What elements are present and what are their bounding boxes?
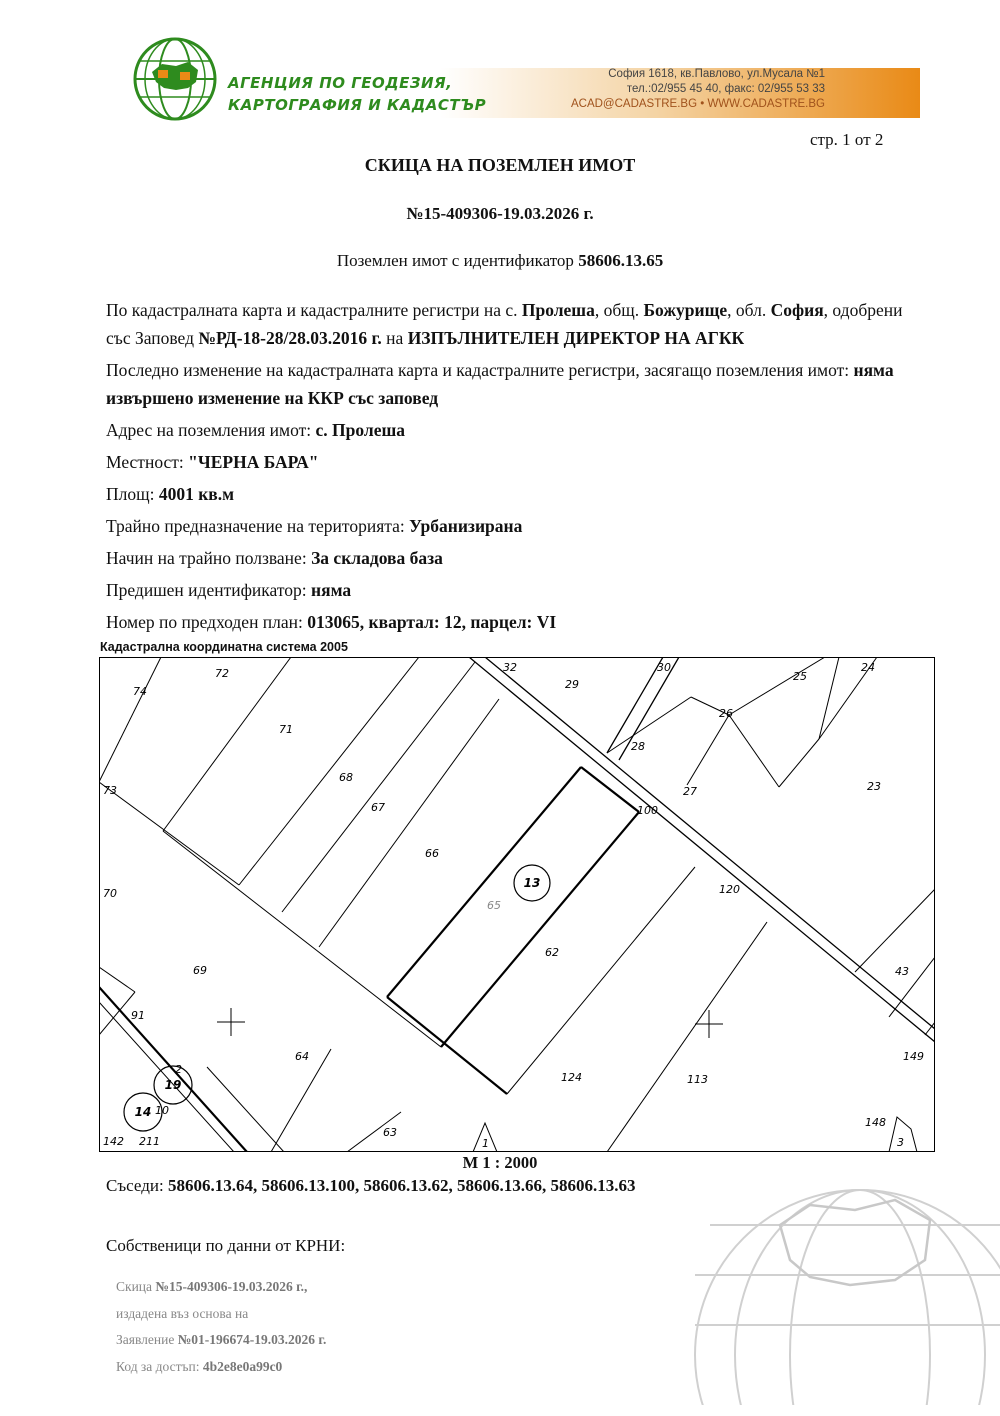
- quarter-label: , квартал:: [359, 612, 440, 632]
- footer-line-4: [116, 1354, 326, 1381]
- footer-access-code-label: Код за достъп:: [116, 1358, 200, 1374]
- text-p1-b: , общ.: [594, 300, 640, 320]
- map-label: 28: [631, 740, 645, 753]
- sketch-number: №15-409306-19.03.2026 г.: [406, 204, 594, 223]
- map-label: 24: [861, 661, 875, 674]
- owners-label: Собственици по данни от КРНИ:: [106, 1236, 346, 1255]
- map-label: 23: [867, 780, 881, 793]
- purpose-label: Трайно предназначение на територията:: [106, 516, 405, 536]
- map-label: 70: [103, 887, 117, 900]
- map-label: 91: [131, 1009, 145, 1022]
- neighbours-label: Съседи:: [106, 1176, 164, 1195]
- prev-id-value: няма: [311, 580, 352, 600]
- block-label: 13: [523, 876, 541, 890]
- prev-plan-label: Номер по предходен план:: [106, 612, 303, 632]
- locality-row: [106, 448, 921, 476]
- map-label: 68: [339, 771, 353, 784]
- identifier-label: Поземлен имот с идентификатор: [336, 251, 574, 270]
- quarter-value: 12: [444, 612, 462, 632]
- text-p1-a: По кадастралната карта и кадастралните регистри на с.: [106, 300, 518, 320]
- map-label: 27: [683, 785, 697, 798]
- prev-id-label: Предишен идентификатор:: [106, 580, 307, 600]
- text-p1-e: на: [386, 328, 404, 348]
- footer-application-label: Заявление: [116, 1332, 175, 1347]
- map-label: 149: [903, 1050, 924, 1063]
- map-label: 73: [103, 784, 117, 797]
- map-label: 113: [687, 1073, 708, 1086]
- agency-phone: тел.:02/955 45 40, факс: 02/955 53 33: [626, 83, 825, 95]
- footer-line-2: издадена въз основа на: [116, 1305, 249, 1321]
- agency-address: София 1618, кв.Павлово, ул.Мусала №1: [608, 68, 825, 80]
- document-footer: [116, 1274, 326, 1380]
- globe-watermark-icon: [690, 1165, 1000, 1405]
- map-label: 10: [155, 1104, 169, 1117]
- footer-line-3: [116, 1327, 326, 1354]
- globe-bulgaria-icon: [132, 36, 218, 122]
- text-p1-d: , одобрени със Заповед: [106, 300, 903, 348]
- last-change-value: няма извършено изменение на ККР със заповед: [106, 360, 894, 408]
- municipality-name: Божурище: [643, 300, 728, 320]
- map-label: 211: [139, 1135, 160, 1148]
- footer-sketch-number: №15-409306-19.03.2026 г.,: [155, 1279, 308, 1294]
- map-label: 72: [215, 667, 229, 680]
- address-row: [106, 416, 921, 444]
- last-change-paragraph: [106, 356, 921, 412]
- map-label: 67: [371, 801, 385, 814]
- footer-application-number: №01-196674-19.03.2026 г.: [177, 1332, 327, 1347]
- neighbours-line: [106, 1176, 635, 1196]
- block-label: 19: [164, 1078, 182, 1092]
- cadastral-map-paragraph: [106, 296, 921, 352]
- map-scale: М 1 : 2000: [462, 1153, 538, 1172]
- map-label: 62: [545, 946, 559, 959]
- agency-name: [228, 72, 486, 116]
- map-label: 29: [565, 678, 579, 691]
- map-label: 65: [487, 899, 501, 912]
- map-label: 2: [175, 1063, 182, 1076]
- area-row: [106, 480, 921, 508]
- map-label: 69: [193, 964, 207, 977]
- footer-sketch-label: Скица: [116, 1279, 153, 1294]
- agency-line-1: АГЕНЦИЯ ПО ГЕОДЕЗИЯ,: [228, 74, 453, 92]
- prev-id-row: [106, 576, 921, 604]
- page-number: стр. 1 от 2: [810, 130, 884, 149]
- locality-label: Местност:: [106, 452, 184, 472]
- map-label: 74: [133, 685, 147, 698]
- identifier-value: 58606.13.65: [578, 251, 664, 270]
- map-label: 142: [103, 1135, 124, 1148]
- area-value: 4001 кв.м: [158, 484, 235, 504]
- map-label: 25: [793, 670, 807, 683]
- prev-plan-row: [106, 608, 921, 636]
- map-label: 30: [657, 661, 671, 674]
- cadastral-map: [99, 657, 935, 1152]
- map-label: 1: [482, 1137, 489, 1150]
- last-change-label: Последно изменение на кадастралната карта и кадастралните регистри, засягащо поземления имот:: [106, 360, 850, 380]
- approval-order: №РД-18-28/28.03.2016 г.: [198, 328, 382, 348]
- agency-contacts: [560, 67, 825, 112]
- address-label: Адрес на поземления имот:: [106, 420, 312, 440]
- address-value: с. Пролеша: [315, 420, 406, 440]
- map-label: 120: [719, 883, 740, 896]
- village-name: Пролеша: [521, 300, 595, 320]
- agency-line-2: КАРТОГРАФИЯ И КАДАСТЪР: [228, 96, 487, 114]
- parcel-value: VI: [536, 612, 557, 632]
- area-label: Площ:: [106, 484, 155, 504]
- coordinate-system: Кадастрална координатна система 2005: [100, 640, 348, 654]
- use-row: [106, 544, 921, 572]
- use-label: Начин на трайно ползване:: [106, 548, 307, 568]
- footer-access-code: 4b2e8e0a99c0: [202, 1358, 283, 1374]
- block-labels: [135, 876, 541, 1119]
- property-info: [106, 296, 921, 636]
- map-label: 71: [279, 723, 293, 736]
- footer-line-1: [116, 1274, 326, 1301]
- parcel-label: , парцел:: [461, 612, 533, 632]
- map-label: 43: [895, 965, 909, 978]
- purpose-row: [106, 512, 921, 540]
- map-label: 3: [897, 1136, 904, 1149]
- document-title: СКИЦА НА ПОЗЕМЛЕН ИМОТ: [364, 155, 636, 175]
- map-label: 63: [383, 1126, 397, 1139]
- map-label: 64: [295, 1050, 309, 1063]
- map-label: 148: [865, 1116, 886, 1129]
- map-label: 66: [425, 847, 439, 860]
- purpose-value: Урбанизирана: [409, 516, 523, 536]
- use-value: За складова база: [311, 548, 443, 568]
- agency-web[interactable]: ACAD@CADASTRE.BG • WWW.CADASTRE.BG: [570, 98, 825, 110]
- region-name: София: [770, 300, 824, 320]
- prev-plan-value: 013065: [307, 612, 360, 632]
- map-label: 32: [503, 661, 517, 674]
- map-label: 124: [561, 1071, 582, 1084]
- text-p1-c: , обл.: [727, 300, 767, 320]
- map-label: 100: [637, 804, 658, 817]
- block-label: 14: [134, 1105, 152, 1119]
- neighbours-value: 58606.13.64, 58606.13.100, 58606.13.62, 58606.13.66, 58606.13.63: [167, 1176, 636, 1195]
- locality-value: "ЧЕРНА БАРА": [188, 452, 319, 472]
- parcel-labels: [103, 661, 924, 1150]
- approval-authority: ИЗПЪЛНИТЕЛЕН ДИРЕКТОР НА АГКК: [407, 328, 745, 348]
- map-label: 26: [719, 707, 733, 720]
- identifier-line: [0, 251, 1000, 271]
